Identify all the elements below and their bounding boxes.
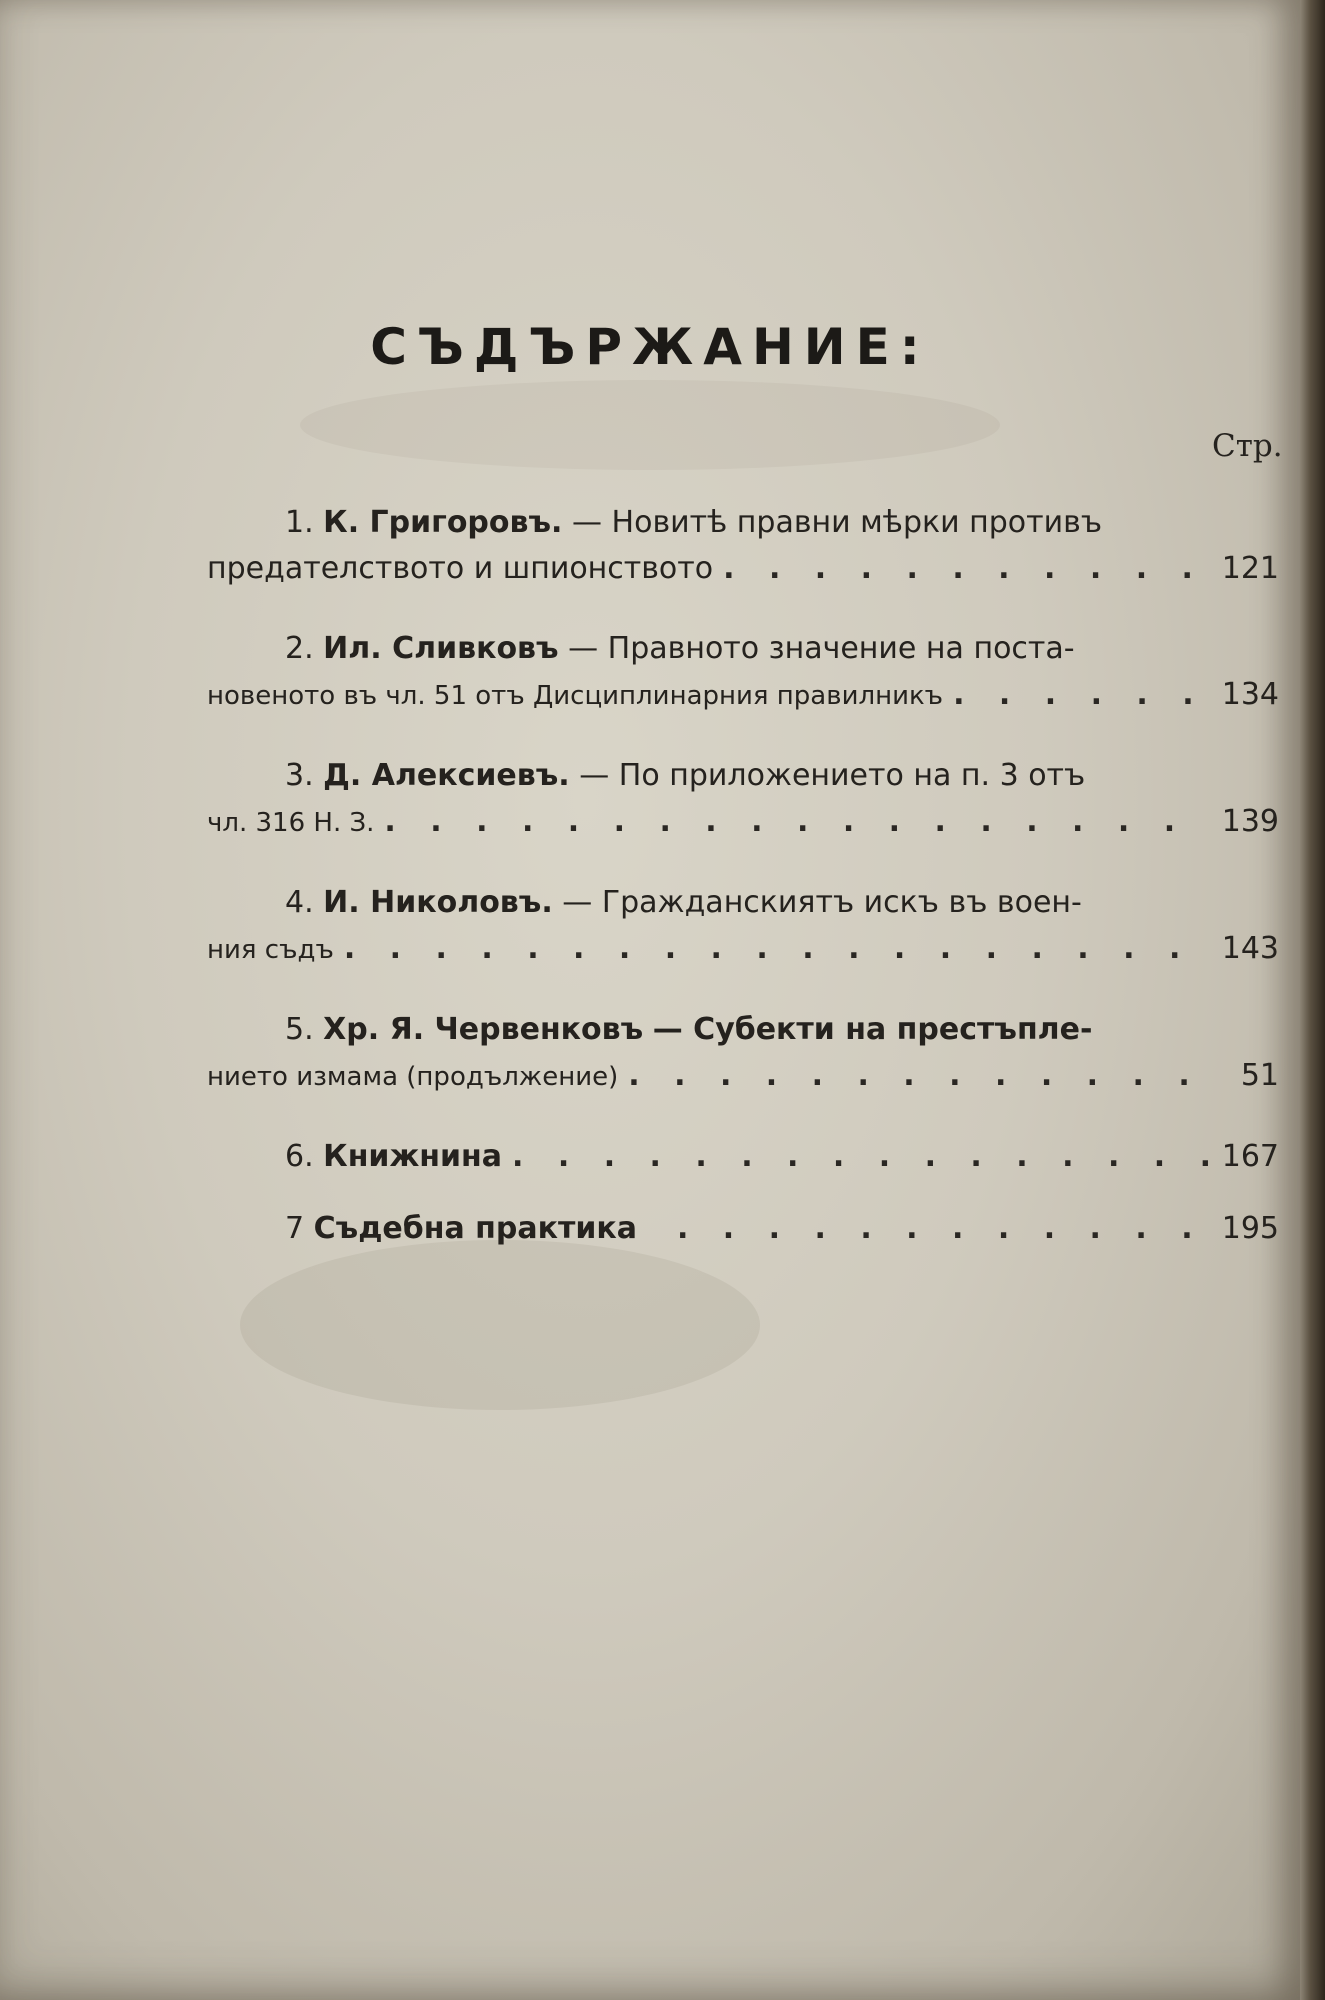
page-column-label: Стр. [1212, 428, 1283, 464]
entry-page-number: 121 [1221, 551, 1279, 586]
entry-title-line2: ния съдъ [207, 935, 334, 965]
dot-leader [344, 926, 1211, 972]
dot-leader [723, 546, 1211, 592]
dot-leader [677, 1206, 1211, 1252]
entry-page-number: 167 [1221, 1139, 1279, 1174]
entry-page-number: 139 [1221, 804, 1279, 839]
book-spine-shadow [1300, 0, 1325, 2000]
entry-number: 2. [285, 631, 314, 666]
entry-title-line2: чл. 316 Н. З. [207, 808, 375, 838]
entry-number: 1. [285, 505, 314, 540]
entry-number: 5. [285, 1012, 314, 1047]
entry-author: Д. Алексиевъ. [323, 758, 570, 793]
paper-bleed-through [300, 380, 1000, 470]
entry-number: 4. [285, 885, 314, 920]
entry-page-number: 195 [1221, 1211, 1279, 1246]
table-of-contents [207, 500, 1279, 1286]
toc-entry [207, 626, 1279, 719]
entry-title-line1: — Гражданскиятъ искъ въ воен- [562, 885, 1082, 920]
entry-title-line1: — Новитѣ правни мѣрки противъ [572, 505, 1103, 540]
toc-entry [207, 1134, 1279, 1180]
entry-author: Съдебна практика [313, 1211, 637, 1246]
entry-number: 6. [285, 1139, 314, 1174]
entry-author: И. Николовъ. [323, 885, 553, 920]
entry-author: Книжнина [323, 1139, 503, 1174]
entry-number: 3. [285, 758, 314, 793]
entry-page-number: 134 [1221, 677, 1279, 712]
dot-leader [512, 1134, 1211, 1180]
entry-author: Хр. Я. Червенковъ [323, 1012, 644, 1047]
page-title: СЪДЪРЖАНИЕ: [370, 318, 930, 376]
toc-entry [207, 1206, 1279, 1252]
entry-title-line2: новеното въ чл. 51 отъ Дисциплинарния правилникъ [207, 681, 944, 711]
entry-title-line1: — По приложението на п. 3 отъ [579, 758, 1086, 793]
toc-entry [207, 500, 1279, 592]
entry-author: Ил. Сливковъ [323, 631, 559, 666]
dot-leader [384, 799, 1211, 845]
entry-title-line1: — Правното значение на поста- [568, 631, 1075, 666]
dot-leader [628, 1053, 1211, 1099]
toc-entry [207, 1007, 1279, 1100]
entry-number: 7 [285, 1211, 305, 1246]
entry-page-number: 143 [1221, 931, 1279, 966]
entry-page-number: 51 [1240, 1058, 1279, 1093]
entry-title-line2: нието измама (продължение) [207, 1062, 619, 1092]
dot-leader [953, 672, 1211, 718]
toc-entry [207, 753, 1279, 846]
entry-author: К. Григоровъ. [323, 505, 563, 540]
entry-title-line2: предателството и шпионството [207, 551, 714, 586]
entry-title-line1: — Субекти на престъпле- [652, 1012, 1093, 1047]
toc-entry [207, 880, 1279, 973]
